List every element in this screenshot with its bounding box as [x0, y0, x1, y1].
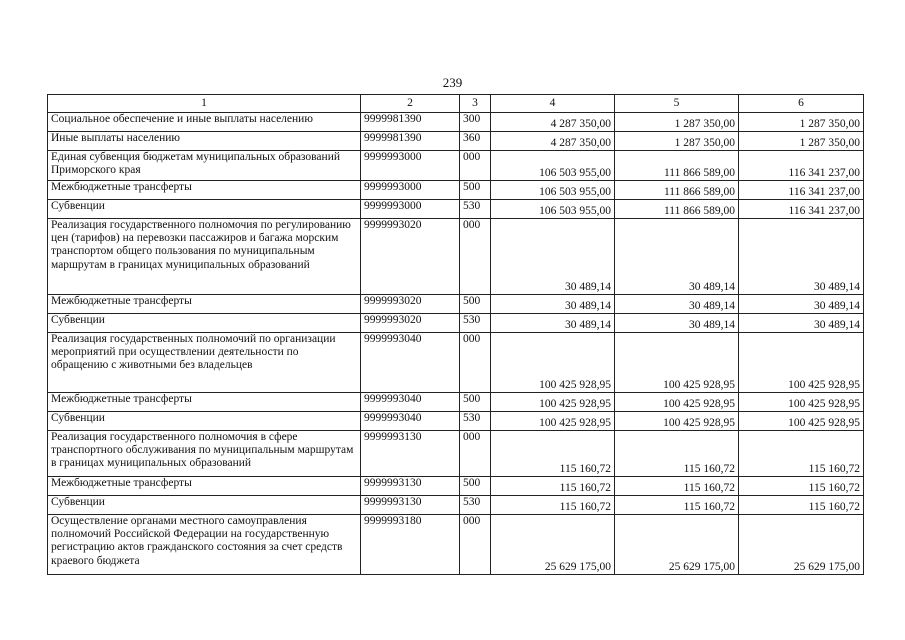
table-row [48, 113, 864, 132]
row-value-4: 106 503 955,00 [491, 151, 615, 181]
table-row [48, 431, 864, 477]
row-value-5: 100 425 928,95 [615, 333, 739, 393]
row-value-5: 111 866 589,00 [615, 181, 739, 200]
row-value-4: 115 160,72 [491, 477, 615, 496]
table-row [48, 496, 864, 515]
row-value-4: 106 503 955,00 [491, 181, 615, 200]
table-row [48, 314, 864, 333]
table-row [48, 219, 864, 295]
row-value-4: 30 489,14 [491, 314, 615, 333]
row-code: 9999981390 [361, 113, 460, 132]
table-row [48, 200, 864, 219]
header-col-3: 3 [460, 95, 491, 113]
row-value-5: 100 425 928,95 [615, 412, 739, 431]
row-value-5: 111 866 589,00 [615, 151, 739, 181]
row-value-6: 116 341 237,00 [739, 200, 864, 219]
header-col-4: 4 [491, 95, 615, 113]
row-value-5: 25 629 175,00 [615, 515, 739, 575]
row-value-6: 116 341 237,00 [739, 151, 864, 181]
row-value-6: 100 425 928,95 [739, 393, 864, 412]
row-name: Субвенции [48, 200, 361, 219]
row-type: 360 [460, 132, 491, 151]
row-value-6: 115 160,72 [739, 477, 864, 496]
row-type: 000 [460, 515, 491, 575]
header-col-5: 5 [615, 95, 739, 113]
row-code: 9999993000 [361, 200, 460, 219]
row-value-5: 1 287 350,00 [615, 113, 739, 132]
row-value-6: 100 425 928,95 [739, 412, 864, 431]
row-value-6: 115 160,72 [739, 431, 864, 477]
table-row [48, 132, 864, 151]
row-type: 500 [460, 181, 491, 200]
row-value-4: 100 425 928,95 [491, 412, 615, 431]
row-code: 9999993000 [361, 151, 460, 181]
row-type: 000 [460, 151, 491, 181]
row-name: Единая субвенция бюджетам муниципальных образований Приморского края [48, 151, 361, 181]
row-value-4: 25 629 175,00 [491, 515, 615, 575]
row-code: 9999993000 [361, 181, 460, 200]
row-code: 9999993020 [361, 219, 460, 295]
row-value-4: 106 503 955,00 [491, 200, 615, 219]
row-value-4: 115 160,72 [491, 496, 615, 515]
table-row [48, 393, 864, 412]
row-name: Межбюджетные трансферты [48, 181, 361, 200]
header-row [48, 95, 864, 113]
row-name: Реализация государственного полномочия в сфере транспортного обслуживания по муниципальным маршрутам в границах муниципальных образований [48, 431, 361, 477]
row-name: Социальное обеспечение и иные выплаты населению [48, 113, 361, 132]
row-name: Иные выплаты населению [48, 132, 361, 151]
row-value-6: 115 160,72 [739, 496, 864, 515]
row-code: 9999993020 [361, 314, 460, 333]
row-name: Осуществление органами местного самоуправления полномочий Российской Федерации на государственную регистрацию актов гражданского состояния за счет средств краевого бюджета [48, 515, 361, 575]
table-row [48, 477, 864, 496]
row-name: Межбюджетные трансферты [48, 477, 361, 496]
row-value-4: 100 425 928,95 [491, 393, 615, 412]
row-name: Реализация государственных полномочий по организации мероприятий при осуществлении деятельности по обращению с животными без владельцев [48, 333, 361, 393]
row-value-4: 4 287 350,00 [491, 132, 615, 151]
row-type: 530 [460, 200, 491, 219]
row-value-5: 115 160,72 [615, 496, 739, 515]
row-name: Межбюджетные трансферты [48, 295, 361, 314]
row-type: 530 [460, 314, 491, 333]
row-value-4: 30 489,14 [491, 295, 615, 314]
row-type: 000 [460, 431, 491, 477]
row-name: Субвенции [48, 412, 361, 431]
row-value-6: 30 489,14 [739, 295, 864, 314]
row-type: 500 [460, 477, 491, 496]
row-value-5: 100 425 928,95 [615, 393, 739, 412]
row-value-6: 1 287 350,00 [739, 132, 864, 151]
budget-table [47, 94, 864, 575]
row-name: Межбюджетные трансферты [48, 393, 361, 412]
row-value-6: 25 629 175,00 [739, 515, 864, 575]
row-value-5: 1 287 350,00 [615, 132, 739, 151]
row-code: 9999993130 [361, 431, 460, 477]
row-value-6: 1 287 350,00 [739, 113, 864, 132]
row-type: 500 [460, 295, 491, 314]
row-code: 9999993130 [361, 477, 460, 496]
row-value-5: 111 866 589,00 [615, 200, 739, 219]
row-value-6: 100 425 928,95 [739, 333, 864, 393]
row-type: 500 [460, 393, 491, 412]
row-value-4: 4 287 350,00 [491, 113, 615, 132]
row-value-4: 30 489,14 [491, 219, 615, 295]
table-row [48, 151, 864, 181]
header-col-2: 2 [361, 95, 460, 113]
row-type: 530 [460, 496, 491, 515]
row-value-5: 30 489,14 [615, 314, 739, 333]
row-type: 530 [460, 412, 491, 431]
row-code: 9999993040 [361, 393, 460, 412]
row-type: 000 [460, 333, 491, 393]
row-code: 9999993020 [361, 295, 460, 314]
row-value-5: 30 489,14 [615, 219, 739, 295]
row-code: 9999993040 [361, 412, 460, 431]
row-value-5: 115 160,72 [615, 477, 739, 496]
row-type: 000 [460, 219, 491, 295]
header-col-1: 1 [48, 95, 361, 113]
row-value-4: 100 425 928,95 [491, 333, 615, 393]
row-name: Субвенции [48, 496, 361, 515]
row-code: 9999993180 [361, 515, 460, 575]
page-number: 239 [442, 75, 463, 90]
table-row [48, 181, 864, 200]
table-row [48, 333, 864, 393]
row-code: 9999993040 [361, 333, 460, 393]
row-type: 300 [460, 113, 491, 132]
row-value-5: 115 160,72 [615, 431, 739, 477]
row-value-4: 115 160,72 [491, 431, 615, 477]
table-row [48, 412, 864, 431]
row-code: 9999993130 [361, 496, 460, 515]
table-row [48, 295, 864, 314]
row-value-5: 30 489,14 [615, 295, 739, 314]
row-value-6: 30 489,14 [739, 219, 864, 295]
row-name: Реализация государственного полномочия по регулированию цен (тарифов) на перевозки пассажиров и багажа морским транспортом общего пользования по муниципальным маршрутам в границах муниципальных образований [48, 219, 361, 295]
row-name: Субвенции [48, 314, 361, 333]
row-value-6: 30 489,14 [739, 314, 864, 333]
header-col-6: 6 [739, 95, 864, 113]
row-code: 9999981390 [361, 132, 460, 151]
table-row [48, 515, 864, 575]
row-value-6: 116 341 237,00 [739, 181, 864, 200]
